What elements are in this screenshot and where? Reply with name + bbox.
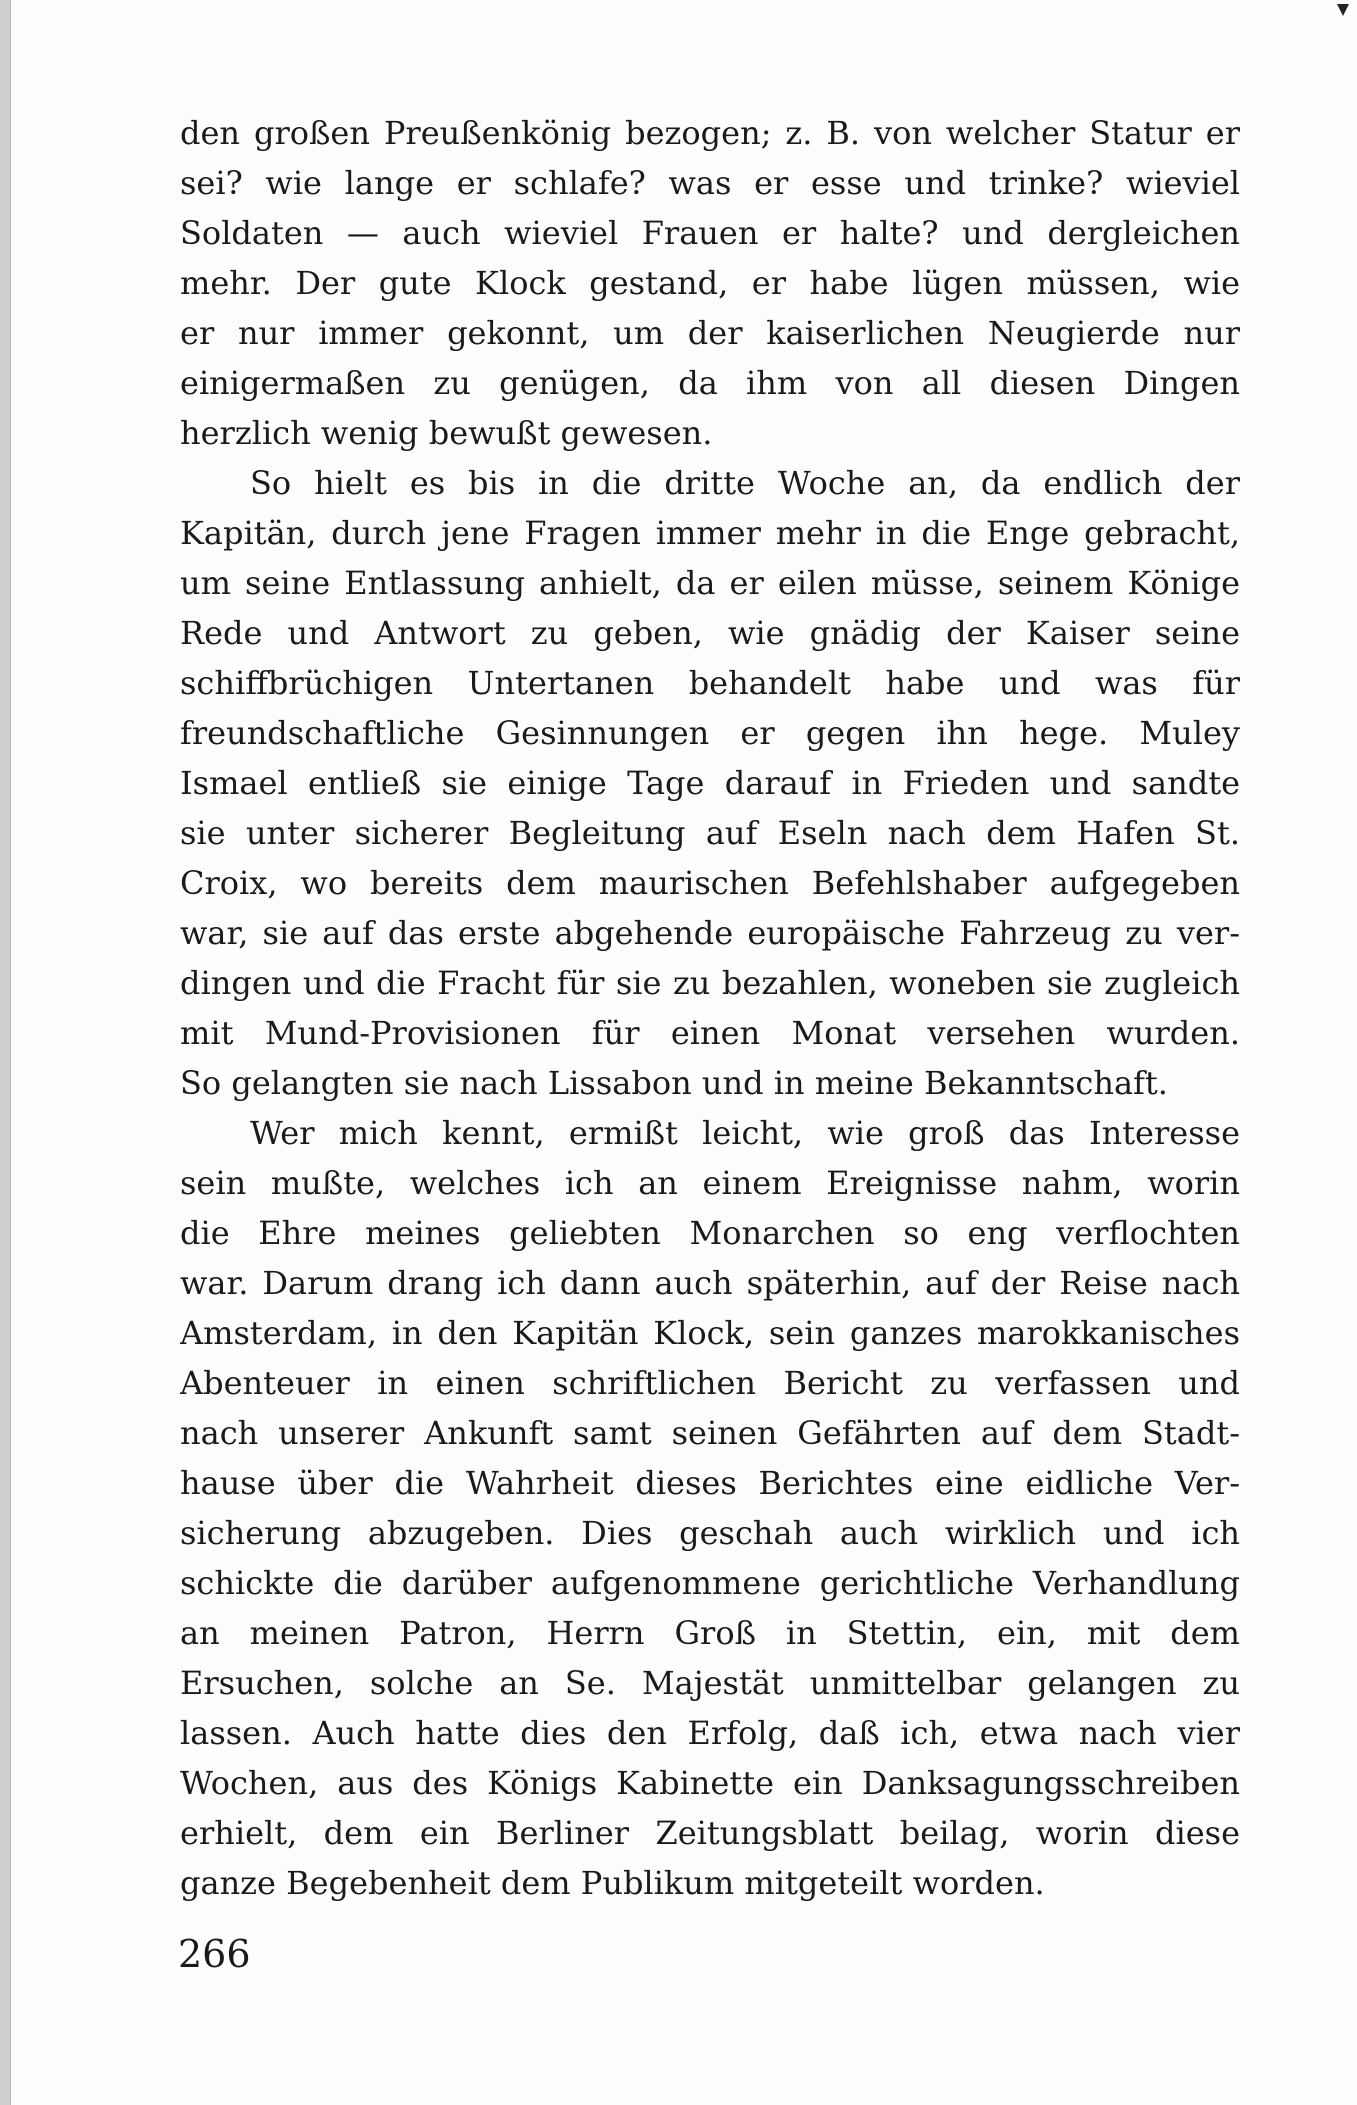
text-line: er nur immer gekonnt, um der kaiserlichen Neugierde nur: [180, 314, 1240, 352]
text-line: nach unserer Ankunft samt seinen Gefährten auf dem Stadt-: [180, 1414, 1240, 1452]
text-line: ganze Begebenheit dem Publikum mitgeteilt worden.: [180, 1864, 1045, 1902]
text-line: sie unter sicherer Begleitung auf Eseln nach dem Hafen St.: [180, 814, 1240, 852]
text-line: erhielt, dem ein Berliner Zeitungsblatt beilag, worin diese: [180, 1814, 1240, 1852]
text-line: So gelangten sie nach Lissabon und in meine Bekanntschaft.: [180, 1064, 1168, 1102]
text-line: lassen. Auch hatte dies den Erfolg, daß ich, etwa nach vier: [180, 1714, 1240, 1752]
text-line: Soldaten — auch wieviel Frauen er halte? und dergleichen: [180, 214, 1240, 252]
text-line: Kapitän, durch jene Fragen immer mehr in die Enge gebracht,: [180, 514, 1240, 552]
text-line: schiffbrüchigen Untertanen behandelt habe und was für: [180, 664, 1240, 702]
text-line: sei? wie lange er schlafe? was er esse und trinke? wieviel: [180, 164, 1240, 202]
text-line: Amsterdam, in den Kapitän Klock, sein ganzes marokkanisches: [180, 1314, 1240, 1352]
text-line: Wochen, aus des Königs Kabinette ein Danksagungsschreiben: [180, 1764, 1240, 1802]
text-line: sicherung abzugeben. Dies geschah auch wirklich und ich: [180, 1514, 1240, 1552]
text-line: freundschaftliche Gesinnungen er gegen ihn hege. Muley: [180, 714, 1240, 752]
text-line: einigermaßen zu genügen, da ihm von all diesen Dingen: [180, 364, 1240, 402]
body-text: [180, 108, 1240, 1908]
text-line: war. Darum drang ich dann auch späterhin, auf der Reise nach: [180, 1264, 1240, 1302]
text-line: Croix, wo bereits dem maurischen Befehlshaber aufgegeben: [180, 864, 1240, 902]
page-number: 266: [178, 1932, 251, 1976]
text-line: Rede und Antwort zu geben, wie gnädig der Kaiser seine: [180, 614, 1240, 652]
text-line: mehr. Der gute Klock gestand, er habe lügen müssen, wie: [180, 264, 1240, 302]
page-gutter-shadow: [0, 0, 11, 2105]
text-line: die Ehre meines geliebten Monarchen so eng verflochten: [180, 1214, 1240, 1252]
text-line: hause über die Wahrheit dieses Berichtes eine eidliche Ver-: [180, 1464, 1240, 1502]
text-line: Abenteuer in einen schriftlichen Bericht zu verfassen und: [180, 1364, 1240, 1402]
text-line: So hielt es bis in die dritte Woche an, da endlich der: [250, 464, 1240, 502]
text-line: dingen und die Fracht für sie zu bezahlen, woneben sie zugleich: [180, 964, 1240, 1002]
text-line: mit Mund-Provisionen für einen Monat versehen wurden.: [180, 1014, 1240, 1052]
text-line: Wer mich kennt, ermißt leicht, wie groß das Interesse: [250, 1114, 1240, 1152]
text-line: sein mußte, welches ich an einem Ereignisse nahm, worin: [180, 1164, 1240, 1202]
text-line: herzlich wenig bewußt gewesen.: [180, 414, 713, 452]
text-line: den großen Preußenkönig bezogen; z. B. von welcher Statur er: [180, 114, 1240, 152]
corner-mark-icon: [1337, 4, 1349, 16]
text-line: schickte die darüber aufgenommene gerichtliche Verhandlung: [180, 1564, 1240, 1602]
text-line: Ersuchen, solche an Se. Majestät unmittelbar gelangen zu: [180, 1664, 1240, 1702]
text-line: um seine Entlassung anhielt, da er eilen müsse, seinem Könige: [180, 564, 1240, 602]
text-line: an meinen Patron, Herrn Groß in Stettin, ein, mit dem: [180, 1614, 1240, 1652]
text-line: war, sie auf das erste abgehende europäische Fahrzeug zu ver-: [180, 914, 1240, 952]
text-line: Ismael entließ sie einige Tage darauf in Frieden und sandte: [180, 764, 1240, 802]
